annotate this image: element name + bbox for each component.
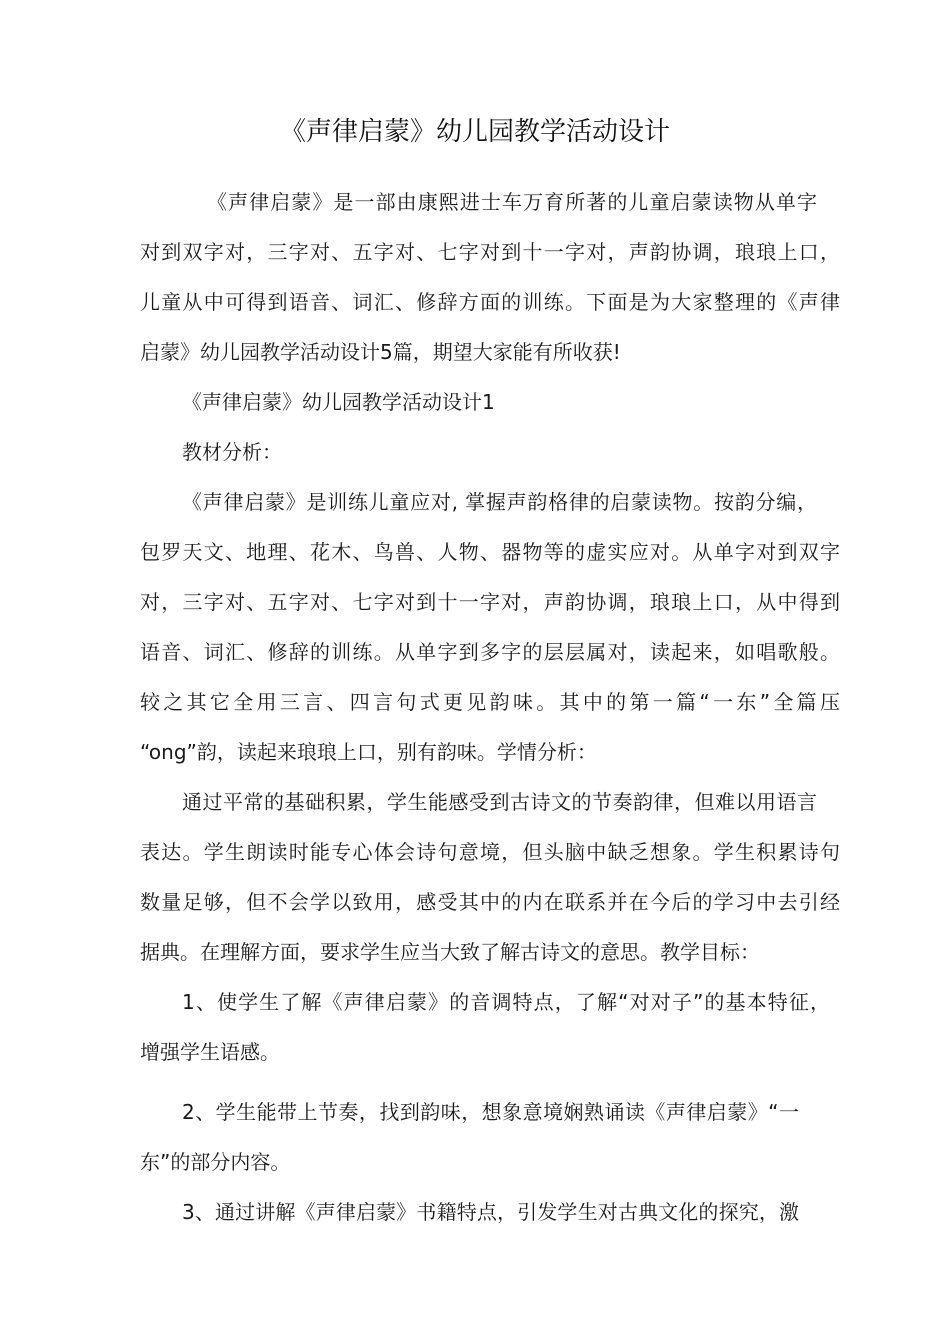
paragraph-line: 对，三字对、五字对、七字对到十一字对，声韵协调，琅琅上口，从中得到 — [140, 590, 840, 614]
paragraph-line: 数量足够，但不会学以致用，感受其中的内在联系并在今后的学习中去引经 — [140, 890, 840, 914]
section-heading: 教材分析： — [182, 440, 282, 464]
paragraph-line: 包罗天文、地理、花木、鸟兽、人物、器物等的虚实应对。从单字对到双字 — [140, 540, 840, 564]
list-item-line: 东”的部分内容。 — [140, 1150, 291, 1174]
document-title: 《声律启蒙》幼儿园教学活动设计 — [279, 117, 670, 147]
paragraph-line: 通过平常的基础积累，学生能感受到古诗文的节奏韵律，但难以用语言 — [182, 790, 817, 814]
list-item-line: 增强学生语感。 — [140, 1040, 280, 1064]
paragraph-line: 语音、词汇、修辞的训练。从单字到多字的层层属对，读起来，如唱歌般。 — [140, 640, 840, 664]
paragraph-line: “ong”韵，读起来琅琅上口，别有韵味。学情分析： — [140, 740, 597, 764]
paragraph-line: 对到双字对，三字对、五字对、七字对到十一字对，声韵协调，琅琅上口， — [140, 240, 840, 264]
section-heading: 《声律启蒙》幼儿园教学活动设计1 — [182, 390, 495, 414]
paragraph-line: 《声律启蒙》是训练儿童应对, 掌握声韵格律的启蒙读物。按韵分编， — [182, 490, 817, 514]
paragraph-line: 儿童从中可得到语音、词汇、修辞方面的训练。下面是为大家整理的《声律 — [140, 290, 840, 314]
paragraph-line: 启蒙》幼儿园教学活动设计5篇，期望大家能有所收获! — [140, 340, 621, 364]
paragraph-line: 据典。在理解方面，要求学生应当大致了解古诗文的意思。教学目标： — [140, 940, 760, 964]
paragraph-line: 《声律启蒙》是一部由康熙进士车万育所著的儿童启蒙读物从单字 — [207, 190, 817, 214]
paragraph-line: 较之其它全用三言、四言句式更见韵味。其中的第一篇“一东”全篇压 — [140, 690, 840, 714]
list-item-line: 3、通过讲解《声律启蒙》书籍特点，引发学生对古典文化的探究，激 — [182, 1200, 799, 1224]
list-item-line: 1、使学生了解《声律启蒙》的音调特点，了解“对对子”的基本特征， — [182, 990, 830, 1014]
paragraph-line: 表达。学生朗读时能专心体会诗句意境，但头脑中缺乏想象。学生积累诗句 — [140, 840, 840, 864]
list-item-line: 2、学生能带上节奏，找到韵味，想象意境娴熟诵读《声律启蒙》“一 — [182, 1100, 799, 1124]
